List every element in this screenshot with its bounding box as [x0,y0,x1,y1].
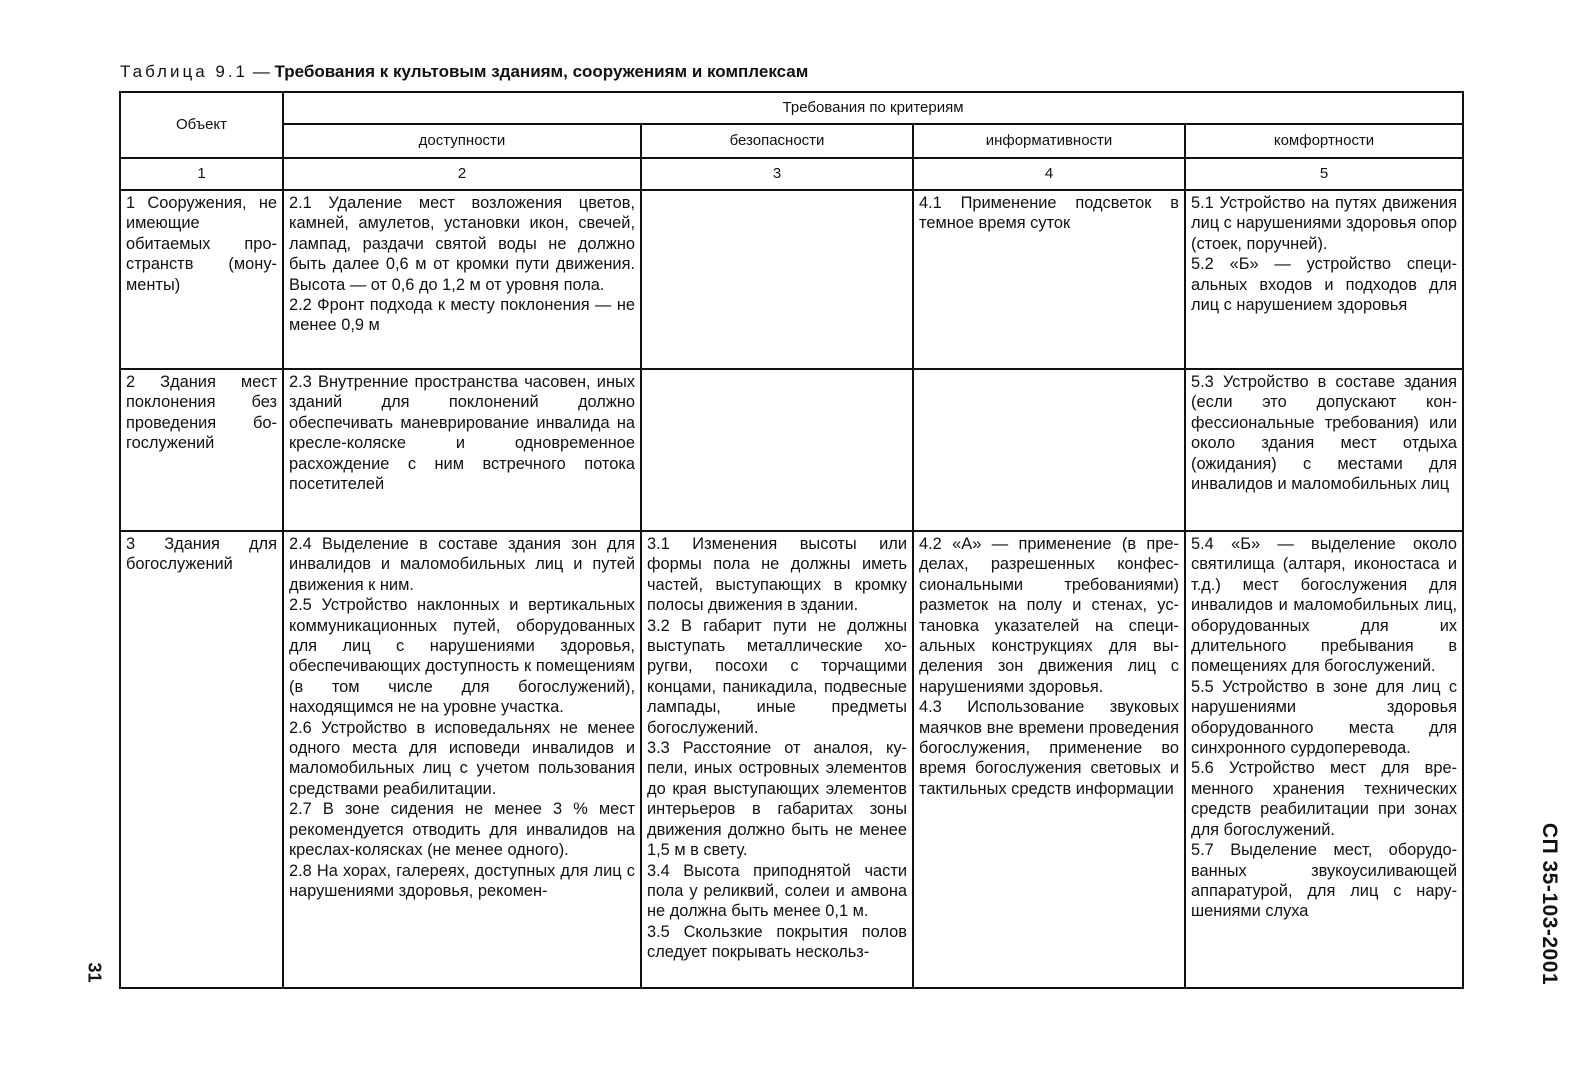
info-cell [913,190,1185,369]
comfort-cell [1185,531,1463,988]
requirement-item: 2.3 Внутренние пространства часовен, иных зданий для поклонений должно обеспечивать маневрирование инвалида на кресле-коляске и одновременное расхождение с ним встречного потока посетителей [289,373,635,494]
column-number: 4 [913,158,1185,190]
caption-label: Таблица 9.1 [120,62,249,81]
requirement-item: 2.2 Фронт подхода к месту поклонения — не менее 0,9 м [289,296,635,335]
table-row [120,190,1463,369]
safety-cell [641,531,913,988]
table-row [120,531,1463,988]
access-cell [283,190,641,369]
column-number: 5 [1185,158,1463,190]
table-caption [120,62,808,82]
object-cell: 3 Здания для богослужений [120,531,283,988]
header-criteria: Требования по критериям [283,92,1463,124]
caption-title: Требования к культовым зданиям, сооружениям и комплексам [274,62,809,81]
requirement-item: 5.4 «Б» — выделение около святилища (алтаря, иконостаса и т.д.) мест богослужения для инвалидов и маломобильных лиц, оборудованных для их длительного пребывания в помещениях для богослужений. [1191,535,1458,676]
safety-cell [641,369,913,531]
column-number: 3 [641,158,913,190]
requirement-item: 5.2 «Б» — устройство специальных входов и подходов для лиц с нарушением здоровья [1191,255,1458,315]
info-cell [913,531,1185,988]
object-cell: 2 Здания мест поклонения без проведения богослужений [120,369,283,531]
requirement-item: 3.3 Расстояние от аналоя, купели, иных островных элементов до края выступающих элементов интерьеров в габаритах зоны движения должно быть не менее 1,5 м в свету. [647,739,907,860]
object-cell: 1 Сооружения, не имеющие обитаемых пространств (монументы) [120,190,283,369]
requirement-item: 2.1 Удаление мест возложения цветов, камней, амулетов, установки икон, свечей, лампад, раздачи святой воды не должно быть далее 0,6 м от кромки пути движения. Высота — от 0,6 до 1,2 м от уровня пола. [289,194,635,294]
requirement-item: 4.2 «А» — применение (в пределах, разрешенных конфессиональными требованиями) разметок на полу и стенах, установка указателей на специальных конструкциях для выделения зон движения лиц с нарушениями здоровья. [919,535,1179,696]
requirement-item: 4.1 Применение подсветок в темное время суток [919,194,1179,233]
column-number: 2 [283,158,641,190]
requirement-item: 2.6 Устройство в исповедальнях не менее одного места для исповеди инвалидов и маломобильных лиц с учетом пользования средствами реабилитации. [289,718,635,798]
requirement-item: 5.5 Устройство в зоне для лиц с нарушениями здоровья оборудованного места для синхронного сурдоперевода. [1191,677,1458,758]
page-number: 31 [84,962,105,983]
requirement-item: 2.7 В зоне сидения не менее 3 % мест рекомендуется отводить для инвалидов на креслах-колясках (не менее одного). [289,800,635,860]
caption-dash: — [248,62,275,81]
requirement-item: 2.4 Выделение в составе здания зон для инвалидов и маломобильных лиц и путей движения к ним. [289,535,635,594]
requirement-item: 5.6 Устройство мест для временного хранения технических средств реабилитации при зонах для богослужений. [1191,759,1458,839]
header-object: Объект [120,92,283,158]
requirement-item: 5.1 Устройство на путях движения лиц с нарушениями здоровья опор (стоек, поручней). [1191,194,1458,253]
comfort-cell [1185,190,1463,369]
header-col-safety: безопасности [641,124,913,158]
access-cell [283,531,641,988]
info-cell [913,369,1185,531]
requirement-item: 4.3 Использование звуковых маячков вне времени проведения богослужения, применение во время богослужения световых и тактильных средств информации [919,698,1179,798]
access-cell [283,369,641,531]
requirement-item: 3.4 Высота приподнятой части пола у реликвий, солеи и амвона не должна быть менее 0,1 м. [647,861,907,921]
requirement-item: 2.5 Устройство наклонных и вертикальных коммуникационных путей, оборудованных для лиц с нарушениями здоровья, обеспечивающих доступность к помещениям (в том числе для богослужений), находящимся не на уровне участка. [289,596,635,717]
table-row [120,369,1463,531]
header-col-access: доступности [283,124,641,158]
requirement-item: 5.7 Выделение мест, оборудованных звукоусиливающей аппаратурой, для лиц с нарушениями слуха [1191,841,1458,921]
requirement-item: 2.8 На хорах, галереях, доступных для лиц с нарушениями здоровья, рекомен- [289,861,635,900]
header-col-info: информативности [913,124,1185,158]
safety-cell [641,190,913,369]
document-code: СП 35-103-2001 [1538,822,1562,986]
column-number: 1 [120,158,283,190]
requirement-item: 3.2 В габарит пути не должны выступать металлические хоругви, посохи с торчащими концами, паникадила, подвесные лампады, иные предметы богослужений. [647,616,907,737]
requirement-item: 5.3 Устройство в составе здания (если это допускают конфессиональные требования) или около здания мест отдыха (ожидания) с местами для инвалидов и маломобильных лиц [1191,373,1458,494]
requirements-table [119,91,1464,989]
header-col-comfort: комфортности [1185,124,1463,158]
comfort-cell [1185,369,1463,531]
requirement-item: 3.5 Скользкие покрытия полов следует покрывать нескольз- [647,922,907,962]
requirement-item: 3.1 Изменения высоты или формы пола не должны иметь частей, выступающих в кромку полосы движения в здании. [647,535,907,615]
